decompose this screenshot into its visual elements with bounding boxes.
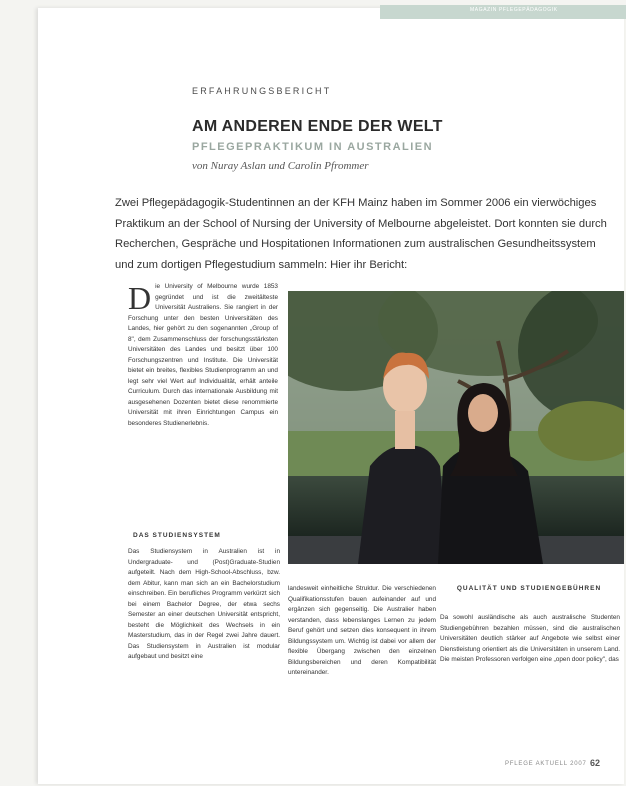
- intro-paragraph: [128, 282, 278, 429]
- page-number: 62: [590, 758, 601, 768]
- article-byline: von Nuray Aslan und Carolin Pfrommer: [192, 160, 369, 172]
- header-label: MAGAZIN PFLEGEPÄDAGOGIK: [470, 7, 558, 13]
- column-three-text: Da sowohl ausländische als auch australische Studenten Studiengebühren bezahlen müssen, sind die australischen Universitäten deutlich stärker auf Angebote wie selbst einer Dienstleistung orientiert als die Universitäten in unserem Land. Die meisten Professoren verfolgen eine „open door policy", das: [440, 614, 620, 663]
- drop-cap: D: [128, 280, 152, 316]
- article-kicker: ERFAHRUNGSBERICHT: [192, 86, 332, 96]
- intro-text: ie University of Melbourne wurde 1853 gegründet und ist die zweitälteste Universität Australiens. Sie rangiert in der Forschung unter den besten Universitäten des Landes, hier gehört zu den sogenannten „Group of 8", dem Zusammenschluss der forschungsstärksten Universitäten des Landes und besitzt über 100 Forschungszentren und Institute. Die Universität bietet ein breites, flexibles Studienprogramm an und legt sehr viel Wert auf Individualität, erhält anteile Curriculum. Durch das internationale Ausbildung mit ausgesehenen Dozenten bietet diese renommierte Universität mit ihren Einrichtungen Campus ein besonderes Studienerlebnis.: [128, 283, 278, 427]
- article-subtitle: PFLEGEPRAKTIKUM IN AUSTRALIEN: [192, 141, 434, 153]
- article-title: AM ANDEREN ENDE DER WELT: [192, 118, 443, 135]
- article-lead: Zwei Pflegepädagogik-Studentinnen an der KFH Mainz haben im Sommer 2006 ein vierwöchiges Praktikum an der School of Nursing der University of Melbourne abgeleistet. Dort konnten sie durch Recherchen, Gespräche und Hospitationen Informationen zum australischen Gesundheitssystem und zum dortigen Pflegestudium sammeln: Hier ihr Bericht:: [115, 197, 607, 271]
- photo-two-students: [288, 291, 624, 564]
- section-heading-qualitaet: QUALITÄT UND STUDIENGEBÜHREN: [456, 585, 602, 592]
- studiensystem-text: Das Studiensystem in Australien ist in Undergraduate- und (Post)Graduate-Studien aufgeteilt. Nach dem High-School-Abschluss, bzw. dem Abitur, kann man sich an ein Bachelorstudium einschreiben. Ein berufliches Programm verkürzt sich bei einem Bachelor Degree, der etwa sechs Semester an einer deutschen Universität entspricht, besteht die Möglichkeit des Wechsels in ein Masterstudium, das in der Regel zwei Jahre dauert. Das Studiensystem in Australien ist modular aufgebaut und besitzt eine: [128, 548, 280, 660]
- section-heading-studiensystem: DAS STUDIENSYSTEM: [133, 532, 221, 539]
- footer-magazine: PFLEGE AKTUELL 2007: [505, 761, 587, 767]
- column-two-text: landesweit einheitliche Struktur. Die verschiedenen Qualifikationsstufen bauen aufeinander auf und ergänzen sich gegenseitig. Die Australier haben verstanden, dass lebenslanges Lernen zu jedem Beruf gehört und setzen dies konsequent in ihrem Bildungssystem um. Wichtig ist dabei vor allem der flexible Übergang zwischen den einzelnen Bildungsbereichen und deren Kompatibilität untereinander.: [288, 585, 436, 676]
